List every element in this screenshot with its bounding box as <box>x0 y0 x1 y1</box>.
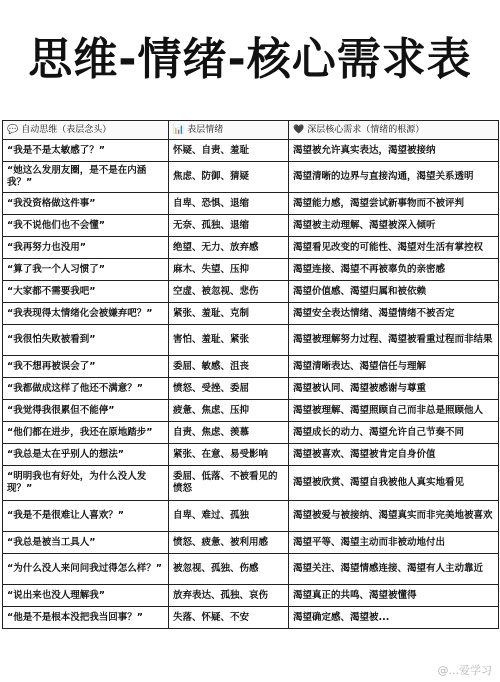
emotion-cell: 自卑、恐惧、退缩 <box>169 193 289 215</box>
need-cell: 渴望被欣赏、渴望自我被他人真实地看见 <box>289 466 499 501</box>
need-cell: 渴望成长的动力、渴望允许自己节奏不同 <box>289 422 499 444</box>
page-title: 思维-情绪-核心需求表 <box>28 34 472 85</box>
thought-cell: “我总是太在乎别人的想法” <box>3 444 169 466</box>
table-row <box>3 162 499 193</box>
need-cell: 渴望能力感，渴望尝试新事物而不被评判 <box>289 193 499 215</box>
emotion-cell: 愤怒、疲惫、被利用感 <box>169 532 289 554</box>
table-row <box>3 259 499 281</box>
table-row <box>3 444 499 466</box>
table-row <box>3 532 499 554</box>
table-row <box>3 466 499 501</box>
table-header-row <box>3 121 499 140</box>
thought-bubble-icon: 💬 <box>7 125 19 135</box>
thought-cell: “我都做成这样了他还不满意？” <box>3 378 169 400</box>
thought-cell: “我表现得太情绪化会被嫌弃吧？” <box>3 303 169 325</box>
need-cell: 渴望清晰表达、渴望信任与理解 <box>289 356 499 378</box>
emotion-cell: 怀疑、自责、羞耻 <box>169 140 289 162</box>
heart-icon: 🖤 <box>293 125 305 135</box>
table-row <box>3 215 499 237</box>
emotion-cell: 愤怒、受挫、委屈 <box>169 378 289 400</box>
chart-icon: 📊 <box>173 125 185 135</box>
thought-cell: “我觉得我很累但不能停” <box>3 400 169 422</box>
thought-cell: “我再努力也没用” <box>3 237 169 259</box>
table-row <box>3 554 499 585</box>
table-row <box>3 237 499 259</box>
need-cell: 渴望确定感、渴望被... <box>289 607 499 629</box>
emotion-cell: 无奈、孤独、退缩 <box>169 215 289 237</box>
table-row <box>3 378 499 400</box>
thought-emotion-table <box>2 120 499 629</box>
thought-cell: “他是不是根本没把我当回事？” <box>3 607 169 629</box>
need-cell: 渴望价值感、渴望归属和被依赖 <box>289 281 499 303</box>
table-row <box>3 303 499 325</box>
emotion-cell: 被忽视、孤独、伤感 <box>169 554 289 585</box>
emotion-cell: 自责、焦虑、羡慕 <box>169 422 289 444</box>
thought-cell: “她这么发朋友圈，是不是在内涵我？” <box>3 162 169 193</box>
thought-cell: “明明我也有好处，为什么没人发现？” <box>3 466 169 501</box>
thought-cell: “我不说他们也不会懂” <box>3 215 169 237</box>
table-row <box>3 501 499 532</box>
need-cell: 渴望被爱与被接纳、渴望真实而非完美地被喜欢 <box>289 501 499 532</box>
need-cell: 渴望清晰的边界与直接沟通，渴望关系透明 <box>289 162 499 193</box>
emotion-cell: 紧张、羞耻、克制 <box>169 303 289 325</box>
thought-cell: “我不想再被误会了” <box>3 356 169 378</box>
emotion-cell: 委屈、敏感、沮丧 <box>169 356 289 378</box>
header-emotion: 📊 表层情绪 <box>169 121 289 140</box>
thought-cell: “我总是被当工具人” <box>3 532 169 554</box>
table-row <box>3 193 499 215</box>
thought-cell: “他们都在进步，我还在原地踏步” <box>3 422 169 444</box>
thought-cell: “大家都不需要我吧” <box>3 281 169 303</box>
table-row <box>3 585 499 607</box>
emotion-cell: 放弃表达、孤独、哀伤 <box>169 585 289 607</box>
table-row <box>3 422 499 444</box>
need-cell: 渴望看见改变的可能性、渴望对生活有掌控权 <box>289 237 499 259</box>
table-row <box>3 281 499 303</box>
emotion-cell: 疲惫、焦虑、压抑 <box>169 400 289 422</box>
emotion-cell: 焦虑、防御、猜疑 <box>169 162 289 193</box>
need-cell: 渴望被理解、渴望照顾自己而非总是照顾他人 <box>289 400 499 422</box>
watermark: @...爱学习 <box>437 664 492 677</box>
emotion-cell: 害怕、羞耻、紧张 <box>169 325 289 356</box>
need-cell: 渴望真正的共鸣、渴望被懂得 <box>289 585 499 607</box>
need-cell: 渴望被认同、渴望被感谢与尊重 <box>289 378 499 400</box>
need-cell: 渴望连接、渴望不再被辜负的亲密感 <box>289 259 499 281</box>
table-row <box>3 325 499 356</box>
table-row <box>3 356 499 378</box>
need-cell: 渴望安全表达情绪、渴望情绪不被否定 <box>289 303 499 325</box>
header-need: 🖤 深层核心需求（情绪的根源） <box>289 121 499 140</box>
thought-cell: “为什么没人来问问我过得怎么样？” <box>3 554 169 585</box>
emotion-cell: 空虚、被忽视、悲伤 <box>169 281 289 303</box>
emotion-cell: 紧张、在意、易受影响 <box>169 444 289 466</box>
need-cell: 渴望平等、渴望主动而非被动地付出 <box>289 532 499 554</box>
need-cell: 渴望被允许真实表达，渴望被接纳 <box>289 140 499 162</box>
thought-cell: “我没资格做这件事” <box>3 193 169 215</box>
thought-cell: “说出来也没人理解我” <box>3 585 169 607</box>
need-cell: 渴望被喜欢、渴望被肯定自身价值 <box>289 444 499 466</box>
header-thought: 💬 自动思维（表层念头） <box>3 121 169 140</box>
thought-cell: “我是不是很难让人喜欢？” <box>3 501 169 532</box>
thought-cell: “我很怕失败被看到” <box>3 325 169 356</box>
table-row <box>3 140 499 162</box>
need-cell: 渴望关注、渴望情感连接、渴望有人主动靠近 <box>289 554 499 585</box>
emotion-cell: 麻木、失望、压抑 <box>169 259 289 281</box>
table-row <box>3 607 499 629</box>
table-row <box>3 400 499 422</box>
emotion-cell: 自卑、难过、孤独 <box>169 501 289 532</box>
emotion-cell: 失落、怀疑、不安 <box>169 607 289 629</box>
thought-cell: “算了我一个人习惯了” <box>3 259 169 281</box>
thought-cell: “我是不是太敏感了？” <box>3 140 169 162</box>
need-cell: 渴望被主动理解、渴望被深入倾听 <box>289 215 499 237</box>
need-cell: 渴望被理解努力过程、渴望被看重过程而非结果 <box>289 325 499 356</box>
emotion-cell: 绝望、无力、放弃感 <box>169 237 289 259</box>
emotion-cell: 委屈、低落、不被看见的愤怒 <box>169 466 289 501</box>
